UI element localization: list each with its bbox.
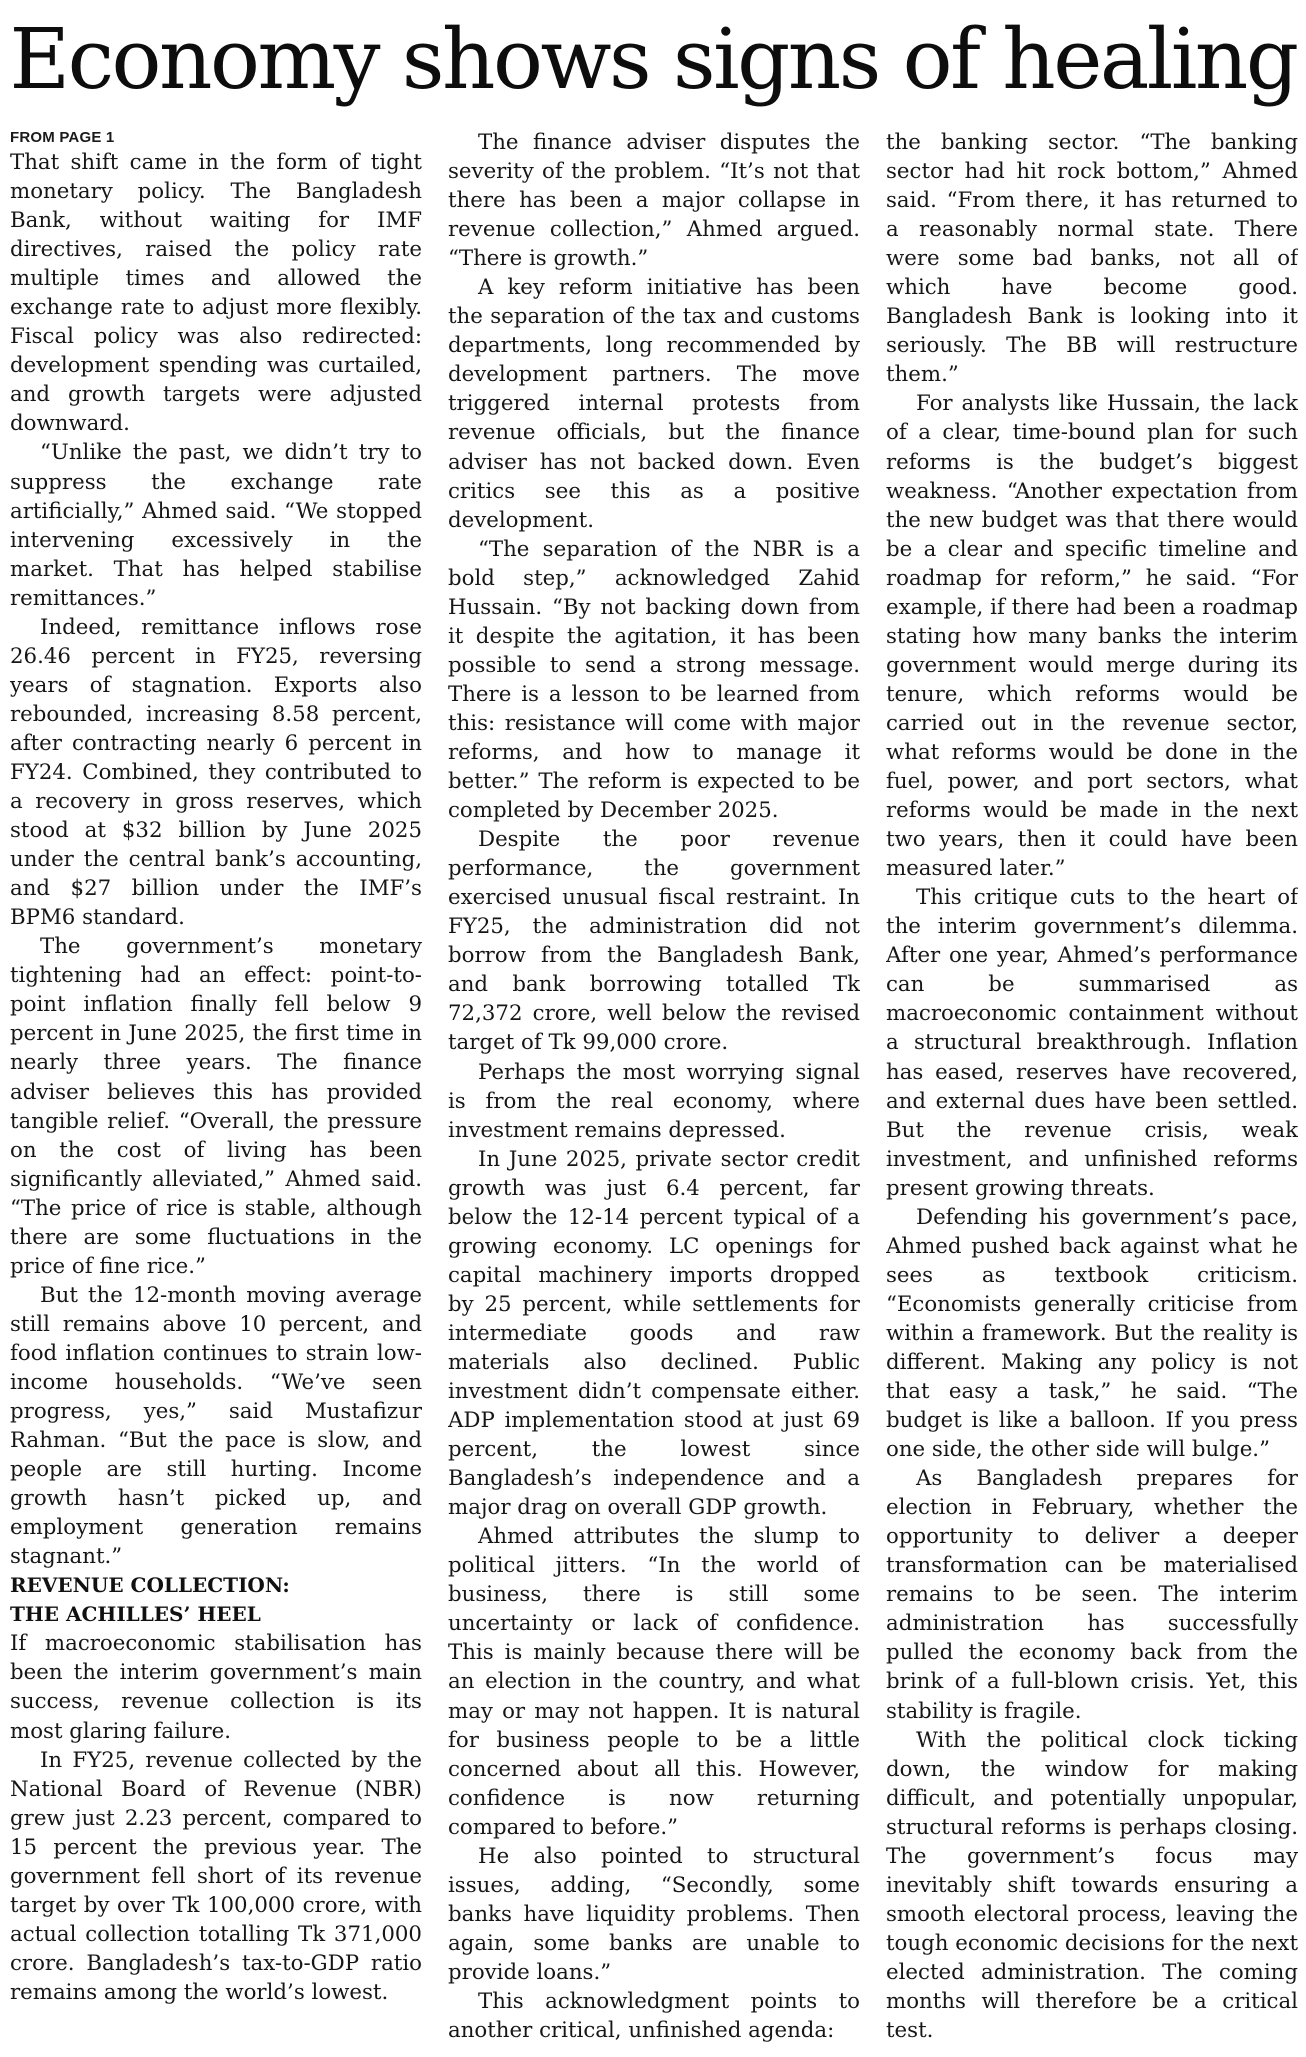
paragraph: This critique cuts to the heart of the interim government’s dilemma. After one year, Ahmed’s performance can be summarised as macroeconomic containment without a structural breakthrough. Inflation has eased, reserves have recovered, and external dues have been settled. But the revenue crisis, weak investment, and unfinished reforms present growing threats. bbox=[886, 885, 1298, 1201]
column-2 bbox=[448, 128, 860, 2050]
paragraph: Perhaps the most worrying signal is from the real economy, where investment remains depressed. bbox=[448, 1059, 860, 1143]
paragraph: He also pointed to structural issues, adding, “Secondly, some banks have liquidity problems. Then again, some banks are unable to provide loans.” bbox=[448, 1843, 860, 1985]
paragraph: With the political clock ticking down, the window for making difficult, and potentially unpopular, structural reforms is perhaps closing. The government’s focus may inevitably shift towards ensuring a smooth electoral process, leaving the tough economic decisions for the next elected administration. The coming months will therefore be a critical test. bbox=[886, 1727, 1298, 2044]
subhead-line-2: THE ACHILLES’ HEEL bbox=[10, 1602, 261, 1627]
paragraph: A key reform initiative has been the separation of the tax and customs departments, long recommended by development partners. The move triggered internal protests from revenue officials, but the finance adviser has not backed down. Even critics see this as a positive development. bbox=[448, 275, 860, 533]
paragraph: As Bangladesh prepares for election in February, whether the opportunity to deliver a deeper transformation can be materialised remains to be seen. The interim administration has successfully pulled the economy back from the brink of a full-blown crisis. Yet, this stability is fragile. bbox=[886, 1466, 1298, 1724]
paragraph: For analysts like Hussain, the lack of a clear, time-bound plan for such reforms is the budget’s biggest weakness. “Another expectation from the new budget was that there would be a clear and specific timeline and roadmap for reform,” he said. “For example, if there had been a roadmap stating how many banks the interim government would merge during its tenure, which reforms would be carried out in the revenue sector, what reforms would be done in the fuel, power, and port sectors, what reforms would be made in the next two years, then it could have been measured later.” bbox=[886, 391, 1298, 882]
paragraph: In June 2025, private sector credit growth was just 6.4 percent, far below the 12-14 percent typical of a growing economy. LC openings for capital machinery imports dropped by 25 percent, while settlements for intermediate goods and raw materials also declined. Public investment didn’t compensate either. ADP implementation stood at just 69 percent, the lowest since Bangladesh’s independence and a major drag on overall GDP growth. bbox=[448, 1146, 860, 1521]
subhead-line-1: REVENUE COLLECTION: bbox=[10, 1573, 290, 1598]
paragraph: The government’s monetary tightening had an effect: point-to-point inflation finally fell below 9 percent in June 2025, the first time in nearly three years. The finance adviser believes this has provided tangible relief. “Overall, the pressure on the cost of living has been significantly alleviated,” Ahmed said. “The price of rice is stable, although there are some fluctuations in the price of fine rice.” bbox=[10, 934, 422, 1279]
paragraph: This acknowledgment points to another critical, unfinished agenda: bbox=[448, 1989, 860, 2044]
paragraph: “The separation of the NBR is a bold step,” acknowledged Zahid Hussain. “By not backing down from it despite the agitation, it has been possible to send a strong message. There is a lesson to be learned from this: resistance will come with major reforms, and how to manage it better.” The reform is expected to be completed by December 2025. bbox=[448, 536, 860, 824]
paragraph: Despite the poor revenue performance, the government exercised unusual fiscal restraint. In FY25, the administration did not borrow from the Bangladesh Bank, and bank borrowing totalled Tk 72,372 crore, well below the revised target of Tk 99,000 crore. bbox=[448, 827, 860, 1056]
paragraph: That shift came in the form of tight monetary policy. The Bangladesh Bank, without waiting for IMF directives, raised the policy rate multiple times and allowed the exchange rate to adjust more flexibly. Fiscal policy was also redirected: development spending was curtailed, and growth targets were adjusted downward. bbox=[10, 150, 422, 437]
paragraph: But the 12-month moving average still remains above 10 percent, and food inflation continues to strain low-income households. “We’ve seen progress, yes,” said Mustafizur Rahman. “But the pace is slow, and people are still hurting. Income growth hasn’t picked up, and employment generation remains stagnant.” bbox=[10, 1282, 422, 1570]
headline: Economy shows signs of healing bbox=[9, 11, 1297, 108]
paragraph: If macroeconomic stabilisation has been the interim government’s main success, revenue collection is its most glaring failure. bbox=[10, 1631, 422, 1744]
paragraph: Defending his government’s pace, Ahmed pushed back against what he sees as textbook criticism. “Economists generally criticise from within a framework. But the reality is different. Making any policy is not that easy a task,” he said. “The budget is like a balloon. If you press one side, the other side will bulge.” bbox=[886, 1204, 1298, 1463]
column-1 bbox=[10, 128, 422, 2050]
paragraph: The finance adviser disputes the severity of the problem. “It’s not that there has been a major collapse in revenue collection,” Ahmed argued. “There is growth.” bbox=[448, 130, 860, 272]
paragraph: the banking sector. “The banking sector had hit rock bottom,” Ahmed said. “From there, it has returned to a reasonably normal state. There were some bad banks, not all of which have become good. Bangladesh Bank is looking into it seriously. The BB will restructure them.” bbox=[886, 130, 1298, 388]
paragraph: In FY25, revenue collected by the National Board of Revenue (NBR) grew just 2.23 percent, compared to 15 percent the previous year. The government fell short of its revenue target by over Tk 100,000 crore, with actual collection totalling Tk 371,000 crore. Bangladesh’s tax-to-GDP ratio remains among the world’s lowest. bbox=[10, 1747, 422, 2005]
kicker-from-page-1: FROM PAGE 1 bbox=[10, 129, 115, 146]
paragraph: Ahmed attributes the slump to political jitters. “In the world of business, there is still some uncertainty or lack of confidence. This is mainly because there will be an election in the country, and what may or may not happen. It is natural for business people to be a little concerned about all this. However, confidence is now returning compared to before.” bbox=[448, 1524, 860, 1840]
paragraph: Indeed, remittance inflows rose 26.46 percent in FY25, reversing years of stagnation. Exports also rebounded, increasing 8.58 percent, after contracting nearly 6 percent in FY24. Combined, they contributed to a recovery in gross reserves, which stood at $32 billion by June 2025 under the central bank’s accounting, and $27 billion under the IMF’s BPM6 standard. bbox=[10, 614, 422, 931]
article-body bbox=[10, 128, 1298, 2050]
paragraph: “Unlike the past, we didn’t try to suppress the exchange rate artificially,” Ahmed said. “We stopped intervening excessively in the market. That has helped stabilise remittances.” bbox=[10, 440, 422, 611]
column-3 bbox=[886, 128, 1298, 2050]
subhead bbox=[10, 1571, 422, 1629]
